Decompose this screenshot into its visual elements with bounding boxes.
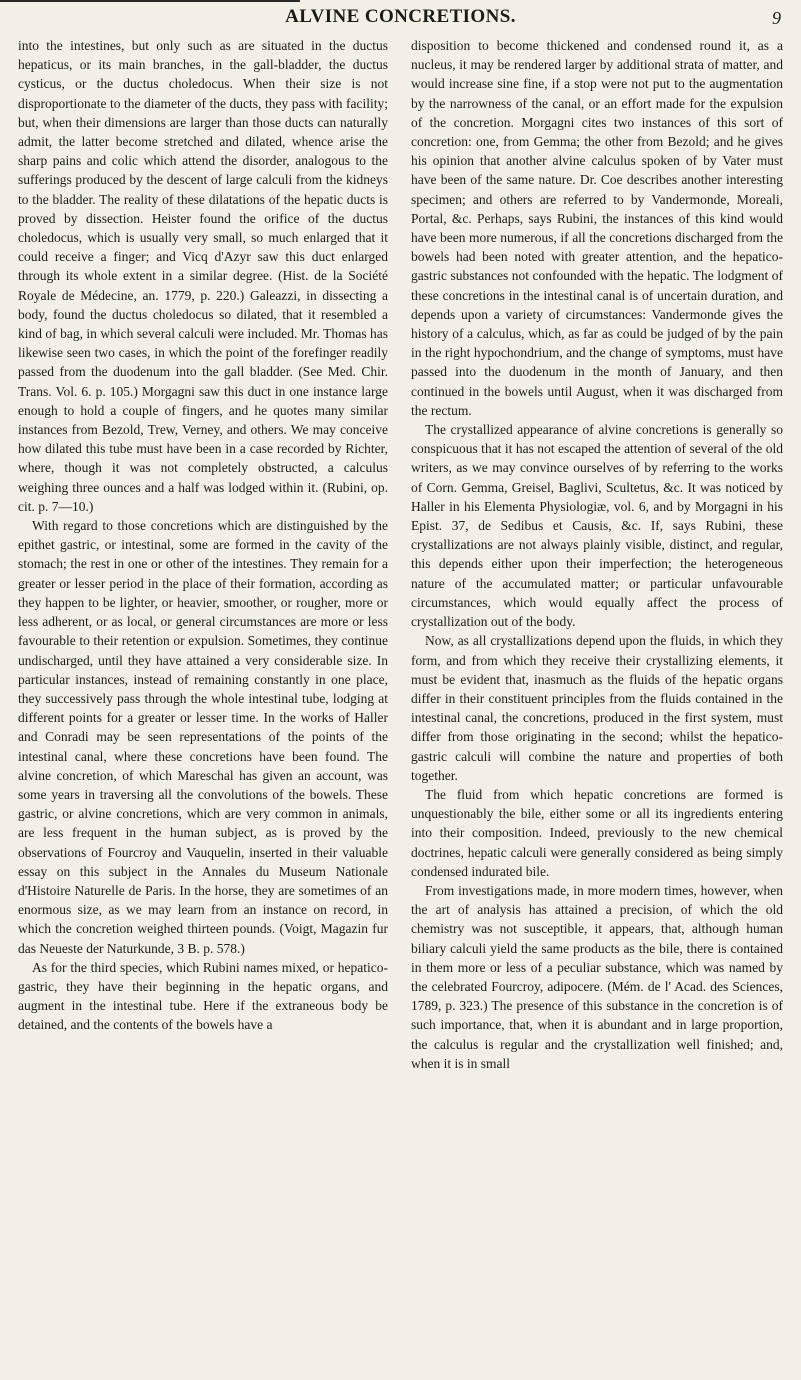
paragraph: As for the third species, which Rubini names mixed, or hepatico-gastric, they have their beginning in the hepatic organs, and augment in the intestinal tube. Here if the extraneous body be detained, and the contents of the bowels have a: [18, 959, 388, 1033]
paragraph: disposition to become thickened and condensed round it, as a nucleus, it may be rendered larger by additional strata of matter, and would increase sine fine, if a stop were not put to the augmentation by the narrowness of the canal, or an effort made for the expulsion of the concretion. Morgagni cites two instances of this sort of concretion: one, from Gemma; the other from Bezold; and he gives his opinion that another alvine calculus spoken of by Vater must have been of the same nature. Dr. Coe describes another interesting specimen; and others are referred to by Vandermonde, Moreali, Portal, &c. Perhaps, says Rubini, the instances of this kind would have been more numerous, if all the concretions discharged from the bowels had been noted with greater attention, and the hepatico-gastric substances not confounded with the hepatic. The lodgment of these concretions in the intestinal canal is of uncertain duration, and depends upon a variety of circumstances: Vandermonde gives the history of a calculus, which, as far as could be judged of by the pain in the right hypochondrium, and the change of symptoms, must have passed into the duodenum in the month of January, and then continued in the bowels until August, when it was discharged from the rectum.: [411, 38, 783, 418]
paragraph: Now, as all crystallizations depend upon the fluids, in which they form, and from which they receive their crystallizing elements, it must be evident that, inasmuch as the fluids of the hepatic organs differ in their constituent principles from the fluids contained in the intestinal canal, the concretions, produced in the first system, must differ from those originating in the second; whilst the hepatico-gastric calculi will combine the nature and properties of both together.: [411, 633, 783, 783]
page-number: 9: [772, 8, 781, 28]
paragraph: The fluid from which hepatic concretions are formed is unquestionably the bile, either some or all its ingredients entering into their composition. Indeed, previously to the new chemical doctrines, hepatic calculi were generally considered as being simply condensed indurated bile.: [411, 786, 783, 879]
paragraph: With regard to those concretions which are distinguished by the epithet gastric, or intestinal, some are formed in the cavity of the stomach; the rest in one or other of the intestines. They remain for a greater or lesser period in the place of their formation, according as they happen to be lighter, or heavier, smoother, or rougher, more or less adherent, or as local, or general circumstances are more or less favourable to their retention or expulsion. Sometimes, they continue undischarged, until they have attained a very considerable size. In particular instances, instead of remaining constantly in one place, they successively pass through the whole intestinal tube, lodging at different points for a greater or lesser time. In the works of Haller and Conradi may be seen representations of the points of the intestinal canal, where these concretions have been found. The alvine concretion, of which Mareschal has given an account, was some years in traversing all the convolutions of the bowels. These gastric, or alvine concretions, which are very common in animals, are less frequent in the human subject, as is proved by the observations of Fourcroy and Vauquelin, inserted in their valuable essay on this subject in the Annales du Museum Nationale d'Histoire Naturelle de Paris. In the horse, they are sometimes of an enormous size, as we may learn from an instance on record, in which the concretion weighed thirteen pounds. (Voigt, Magazin fur das Neueste der Naturkunde, 3 B. p. 578.): [18, 518, 388, 956]
page-header: [0, 6, 801, 30]
running-title: ALVINE CONCRETIONS.: [285, 6, 516, 27]
paragraph: From investigations made, in more modern times, however, when the art of analysis has attained a precision, of which the old chemistry was not susceptible, it appears, that, although human biliary calculi yield the same products as the bile, there is contained in them more or less of a peculiar substance, which was named by the celebrated Fourcroy, adipocere. (Mém. de l' Acad. des Sciences, 1789, p. 323.) The presence of this substance in the concretion is of such importance, that, when it is abundant and in large proportion, the calculus is regular and the crystallization well finished; and, when it is in small: [411, 882, 783, 1071]
top-rule: [0, 0, 300, 2]
paragraph: into the intestines, but only such as are situated in the ductus hepaticus, or its main branches, in the gall-bladder, the ductus cysticus, or the ductus choledocus. When their size is not disproportionate to the diameter of the ducts, they pass with facility; but, when their dimensions are larger than those ducts can naturally admit, the latter become stretched and dilated, whence arise the sharp pains and colic which attend the disorder, analogous to the sufferings produced by the descent of large calculi from the kidneys to the bladder. The reality of these dilatations of the hepatic ducts is proved by dissection. Heister found the orifice of the ductus choledocus, which is usually very small, so much enlarged that it could receive a finger; and Vicq d'Azyr saw this duct enlarged through its whole extent in a similar degree. (Hist. de la Société Royale de Médecine, an. 1779, p. 220.) Galeazzi, in dissecting a body, found the ductus choledocus so dilated, that it resembled a kind of bag, in which several calculi were included. Mr. Thomas has likewise seen two cases, in which the point of the forefinger readily passed from the duodenum into the gall bladder. (See Med. Chir. Trans. Vol. 6. p. 105.) Morgagni saw this duct in one instance large enough to hold a couple of fingers, and he quotes many similar instances from Bezold, Trew, Verney, and others. We may conceive how dilated this tube must have been in a case recorded by Richter, where, though it was not completely obstructed, a calculus weighing three ounces and a half was lodged within it. (Rubini, op. cit. p. 7—10.): [18, 38, 388, 514]
right-column: [411, 36, 783, 1073]
left-column: [18, 36, 388, 1035]
paragraph: The crystallized appearance of alvine concretions is generally so conspicuous that it has not escaped the attention of several of the old writers, as we may convince ourselves of by referring to the works of Corn. Gemma, Greisel, Baglivi, Scultetus, &c. It was noticed by Haller in his Elementa Physiologiæ, vol. 6, and by Morgagni in his Epist. 37, de Sedibus et Causis, &c. If, says Rubini, these crystallizations are not always plainly visible, distinct, and regular, this depends either upon their imperfection; the heterogeneous nature of the accumulated matter; or particular unfavourable circumstances, which would equally affect the process of crystallization out of the body.: [411, 422, 783, 630]
